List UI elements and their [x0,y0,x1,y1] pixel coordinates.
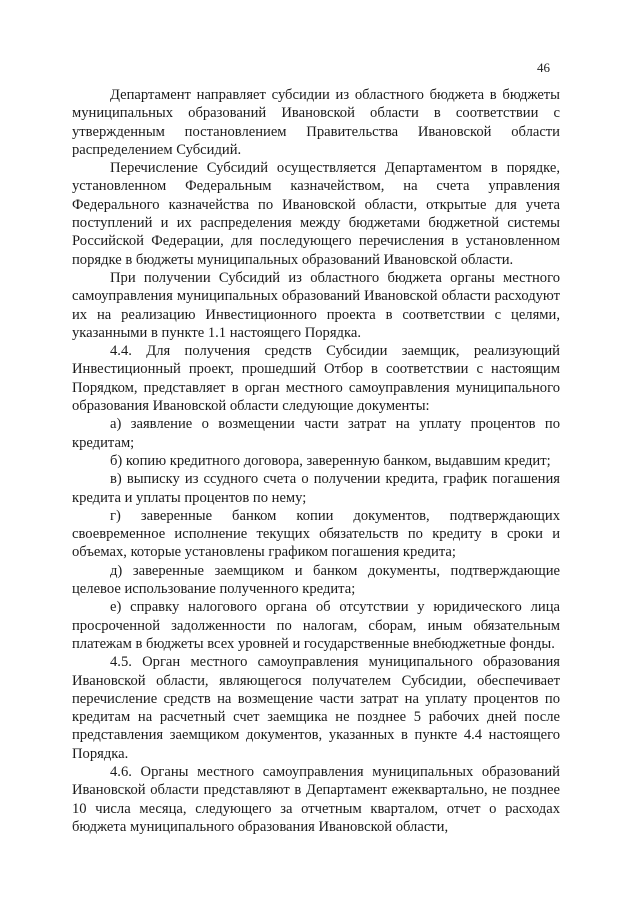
paragraph-4-6: 4.6. Органы местного самоуправления муниципальных образований Ивановской области представляют в Департамент ежеквартально, не позднее 10 числа месяца, следующего за отчетным кварталом, отчет о расходах бюджета муниципального образования Ивановской области, [72,763,560,835]
list-item-e: е) справку налогового органа об отсутствии у юридического лица просроченной задолженности по налогам, сборам, иным обязательным платежам в бюджеты всех уровней и государственные внебюджетные фонды. [72,599,560,652]
paragraph-subsidy-distribution: Департамент направляет субсидии из областного бюджета в бюджеты муниципальных образований Ивановской области в соответствии с утвержденным постановлением Правительства Ивановской области распределением Субсидий. [72,87,560,158]
list-item-b: б) копию кредитного договора, заверенную банком, выдавшим кредит; [110,452,551,469]
paragraph-subsidy-transfer: Перечисление Субсидий осуществляется Департаментом в порядке, установленном Федеральным казначейством, на счета управления Федерального казначейства по Ивановской области, открытые для учета поступлений и их распределения между бюджетами бюджетной системы Российской Федерации, для последующего перечисления в установленном порядке в бюджеты муниципальных образований Ивановской области. [72,160,560,268]
paragraph-subsidy-use: При получении Субсидий из областного бюджета органы местного самоуправления муниципальных образований Ивановской области расходуют их на реализацию Инвестиционного проекта в соответствии с целями, указанными в пункте 1.1 настоящего Порядка. [72,269,560,341]
paragraph-4-5: 4.5. Орган местного самоуправления муниципального образования Ивановской области, являющегося получателем Субсидии, обеспечивает перечисление средств на возмещение части затрат на уплату процентов по кредитам на расчетный счет заемщика не позднее 5 рабочих дней после представления заемщиком документов, указанных в пункте 4.4 настоящего Порядка. [72,654,560,762]
page-number: 46 [537,60,550,75]
list-item-a: а) заявление о возмещении части затрат на уплату процентов по кредитам; [72,416,560,451]
list-item-v: в) выписку из ссудного счета о получении кредита, график погашения кредита и уплаты процентов по нему; [72,471,560,506]
paragraph-4-4: 4.4. Для получения средств Субсидии заемщик, реализующий Инвестиционный проект, прошедший Отбор в соответствии с настоящим Порядком, представляет в орган местного самоуправления муниципального образования Ивановской области следующие документы: [72,343,560,415]
list-item-d: д) заверенные заемщиком и банком документы, подтверждающие целевое использование полученного кредита; [72,562,560,598]
document-body [72,86,560,836]
list-item-g: г) заверенные банком копии документов, подтверждающих своевременное исполнение текущих обязательств по кредиту в сроки и объемах, которые установлены графиком погашения кредита; [72,507,560,561]
